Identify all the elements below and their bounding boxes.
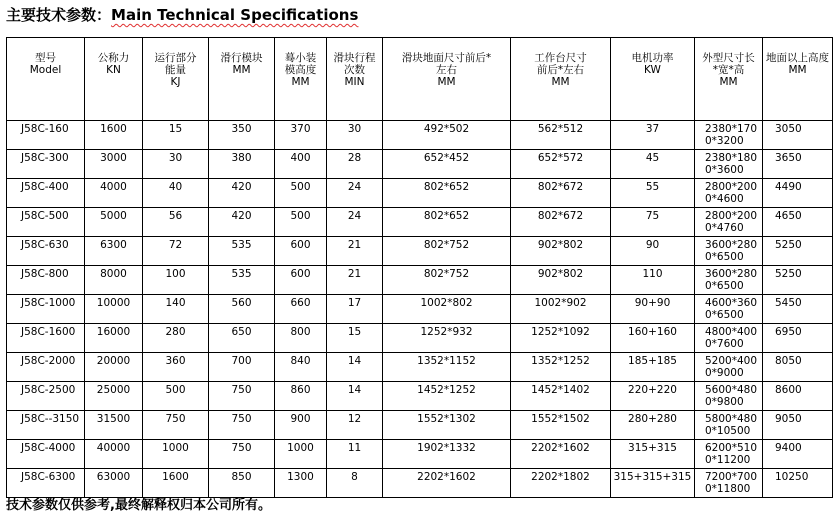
table-cell: 700: [209, 353, 275, 382]
table-cell: 280+280: [611, 411, 695, 440]
table-cell: J58C-2500: [7, 382, 85, 411]
column-header: [7, 38, 85, 121]
table-cell: J58C-2000: [7, 353, 85, 382]
table-cell: 315+315+315: [611, 469, 695, 498]
table-cell: 1300: [275, 469, 327, 498]
column-header-line: 滑行模块: [220, 52, 263, 64]
column-header-line: KW: [644, 64, 661, 76]
table-row: [7, 440, 833, 469]
column-header-line: 左右: [436, 64, 457, 76]
column-header: [511, 38, 611, 121]
column-header: [275, 38, 327, 121]
column-header: [327, 38, 383, 121]
table-cell: 75: [611, 208, 695, 237]
table-cell: 185+185: [611, 353, 695, 382]
table-cell: 535: [209, 266, 275, 295]
table-cell: 5800*4800*10500: [695, 411, 763, 440]
table-cell: 5000: [85, 208, 143, 237]
table-cell: 2800*2000*4600: [695, 179, 763, 208]
table-cell: 3650: [763, 150, 833, 179]
table-cell: 17: [327, 295, 383, 324]
table-cell: 4650: [763, 208, 833, 237]
table-cell: 1600: [143, 469, 209, 498]
table-cell: 7200*7000*11800: [695, 469, 763, 498]
table-cell: 4800*4000*7600: [695, 324, 763, 353]
table-cell: 5450: [763, 295, 833, 324]
table-cell: 31500: [85, 411, 143, 440]
table-cell: J58C-400: [7, 179, 85, 208]
table-cell: 1552*1302: [383, 411, 511, 440]
column-header-line: 外型尺寸长: [702, 52, 755, 64]
table-cell: J58C-630: [7, 237, 85, 266]
table-cell: 500: [275, 179, 327, 208]
table-cell: 750: [209, 382, 275, 411]
table-cell: 860: [275, 382, 327, 411]
table-cell: 14: [327, 382, 383, 411]
table-cell: 360: [143, 353, 209, 382]
table-cell: J58C-4000: [7, 440, 85, 469]
table-cell: 400: [275, 150, 327, 179]
table-cell: 2380*1800*3600: [695, 150, 763, 179]
table-cell: 1252*932: [383, 324, 511, 353]
table-cell: 1000: [275, 440, 327, 469]
table-cell: 40: [143, 179, 209, 208]
table-cell: 10000: [85, 295, 143, 324]
table-cell: 40000: [85, 440, 143, 469]
column-header-line: 型号: [35, 52, 56, 64]
table-cell: 9050: [763, 411, 833, 440]
table-cell: 2202*1602: [383, 469, 511, 498]
column-header-line: KJ: [170, 76, 181, 88]
column-header-line: 工作台尺寸: [534, 52, 587, 64]
column-header: [763, 38, 833, 121]
table-cell: 370: [275, 121, 327, 150]
page-title: [6, 4, 358, 25]
table-cell: 3000: [85, 150, 143, 179]
table-cell: 750: [143, 411, 209, 440]
disclaimer-note: 技术参数仅供参考,最终解释权归本公司所有。: [6, 498, 271, 513]
table-cell: 21: [327, 266, 383, 295]
table-cell: 2380*1700*3200: [695, 121, 763, 150]
table-row: [7, 208, 833, 237]
table-cell: 1452*1402: [511, 382, 611, 411]
table-cell: 800: [275, 324, 327, 353]
column-header: [611, 38, 695, 121]
table-cell: 12: [327, 411, 383, 440]
table-cell: 802*672: [511, 208, 611, 237]
table-cell: 37: [611, 121, 695, 150]
table-cell: 1352*1152: [383, 353, 511, 382]
column-header-line: 运行部分: [154, 52, 197, 64]
table-cell: 9400: [763, 440, 833, 469]
table-cell: 1902*1332: [383, 440, 511, 469]
table-cell: 1002*902: [511, 295, 611, 324]
table-cell: 56: [143, 208, 209, 237]
table-row: [7, 150, 833, 179]
table-cell: 750: [209, 411, 275, 440]
column-header-line: 前后*左右: [536, 64, 585, 76]
table-cell: 20000: [85, 353, 143, 382]
table-row: [7, 237, 833, 266]
table-row: [7, 382, 833, 411]
table-cell: 8: [327, 469, 383, 498]
column-header-line: *宽*高: [712, 64, 745, 76]
table-cell: 562*512: [511, 121, 611, 150]
table-cell: 900: [275, 411, 327, 440]
table-cell: 16000: [85, 324, 143, 353]
column-header: [209, 38, 275, 121]
table-cell: 1600: [85, 121, 143, 150]
table-cell: 380: [209, 150, 275, 179]
table-cell: 492*502: [383, 121, 511, 150]
column-header-line: MM: [719, 76, 738, 88]
table-cell: 500: [275, 208, 327, 237]
table-cell: 3600*2800*6500: [695, 237, 763, 266]
table-cell: 650: [209, 324, 275, 353]
table-cell: 2202*1802: [511, 469, 611, 498]
table-cell: 750: [209, 440, 275, 469]
table-cell: 1002*802: [383, 295, 511, 324]
table-cell: 110: [611, 266, 695, 295]
table-cell: 500: [143, 382, 209, 411]
table-cell: J58C-1600: [7, 324, 85, 353]
table-header-row: [7, 38, 833, 121]
table-cell: 45: [611, 150, 695, 179]
column-header-line: 蓦小装: [284, 52, 317, 64]
column-header-line: MM: [437, 76, 456, 88]
table-cell: 72: [143, 237, 209, 266]
table-cell: 4000: [85, 179, 143, 208]
table-cell: 6200*5100*11200: [695, 440, 763, 469]
table-cell: 802*652: [383, 179, 511, 208]
table-cell: 600: [275, 237, 327, 266]
table-row: [7, 179, 833, 208]
table-cell: 1000: [143, 440, 209, 469]
table-cell: 100: [143, 266, 209, 295]
column-header-line: 能量: [165, 64, 186, 76]
column-header-line: 电机功率: [631, 52, 674, 64]
table-cell: 140: [143, 295, 209, 324]
table-cell: 902*802: [511, 266, 611, 295]
table-cell: 6300: [85, 237, 143, 266]
table-cell: 220+220: [611, 382, 695, 411]
table-cell: 420: [209, 179, 275, 208]
table-cell: J58C-500: [7, 208, 85, 237]
table-body: [7, 121, 833, 498]
table-cell: 8050: [763, 353, 833, 382]
table-row: [7, 353, 833, 382]
table-cell: J58C-800: [7, 266, 85, 295]
table-cell: 25000: [85, 382, 143, 411]
table-cell: 4490: [763, 179, 833, 208]
table-row: [7, 411, 833, 440]
table-cell: 3050: [763, 121, 833, 150]
table-cell: 30: [327, 121, 383, 150]
table-cell: 30: [143, 150, 209, 179]
table-cell: J58C--3150: [7, 411, 85, 440]
table-cell: J58C-160: [7, 121, 85, 150]
table-cell: 160+160: [611, 324, 695, 353]
table-row: [7, 324, 833, 353]
table-cell: 802*672: [511, 179, 611, 208]
table-cell: 600: [275, 266, 327, 295]
table-cell: 15: [327, 324, 383, 353]
table-cell: 63000: [85, 469, 143, 498]
table-cell: J58C-300: [7, 150, 85, 179]
table-cell: 5250: [763, 237, 833, 266]
column-header-line: Model: [29, 64, 62, 76]
table-cell: 55: [611, 179, 695, 208]
spec-table: [6, 37, 833, 498]
column-header-line: KN: [106, 64, 121, 76]
table-cell: 24: [327, 179, 383, 208]
table-cell: 560: [209, 295, 275, 324]
table-cell: 8600: [763, 382, 833, 411]
table-cell: 420: [209, 208, 275, 237]
table-cell: 280: [143, 324, 209, 353]
table-cell: 15: [143, 121, 209, 150]
table-cell: 90: [611, 237, 695, 266]
table-cell: 315+315: [611, 440, 695, 469]
column-header: [143, 38, 209, 121]
page-title-en: Main Technical Specifications: [111, 6, 359, 24]
column-header-line: 地面以上高度: [766, 52, 829, 64]
table-row: [7, 295, 833, 324]
table-cell: 2800*2000*4760: [695, 208, 763, 237]
table-row: [7, 121, 833, 150]
table-cell: 1452*1252: [383, 382, 511, 411]
column-header-line: MM: [788, 64, 807, 76]
table-cell: 90+90: [611, 295, 695, 324]
table-cell: J58C-1000: [7, 295, 85, 324]
table-cell: 802*652: [383, 208, 511, 237]
column-header-line: 公称力: [97, 52, 130, 64]
column-header-line: 次数: [344, 64, 365, 76]
column-header: [85, 38, 143, 121]
column-header-line: 滑块地面尺寸前后*: [401, 52, 492, 64]
table-cell: 24: [327, 208, 383, 237]
column-header: [383, 38, 511, 121]
table-cell: 11: [327, 440, 383, 469]
table-cell: 2202*1602: [511, 440, 611, 469]
table-cell: 1352*1252: [511, 353, 611, 382]
table-cell: 350: [209, 121, 275, 150]
column-header-line: 模高度: [284, 64, 317, 76]
table-cell: J58C-6300: [7, 469, 85, 498]
table-cell: 28: [327, 150, 383, 179]
column-header-line: 滑块行程: [333, 52, 376, 64]
table-cell: 840: [275, 353, 327, 382]
column-header-line: MIN: [344, 76, 365, 88]
table-cell: 14: [327, 353, 383, 382]
column-header-line: MM: [232, 64, 251, 76]
column-header: [695, 38, 763, 121]
table-cell: 652*452: [383, 150, 511, 179]
table-cell: 902*802: [511, 237, 611, 266]
table-cell: 1252*1092: [511, 324, 611, 353]
table-cell: 10250: [763, 469, 833, 498]
table-cell: 535: [209, 237, 275, 266]
table-cell: 8000: [85, 266, 143, 295]
table-cell: 21: [327, 237, 383, 266]
table-cell: 652*572: [511, 150, 611, 179]
table-cell: 4600*3600*6500: [695, 295, 763, 324]
table-cell: 850: [209, 469, 275, 498]
page-title-cn: 主要技术参数：: [6, 6, 112, 24]
table-cell: 3600*2800*6500: [695, 266, 763, 295]
table-cell: 6950: [763, 324, 833, 353]
table-cell: 5600*4800*9800: [695, 382, 763, 411]
column-header-line: MM: [291, 76, 310, 88]
table-cell: 802*752: [383, 266, 511, 295]
table-row: [7, 266, 833, 295]
table-cell: 660: [275, 295, 327, 324]
table-cell: 5200*4000*9000: [695, 353, 763, 382]
column-header-line: MM: [551, 76, 570, 88]
table-cell: 1552*1502: [511, 411, 611, 440]
table-cell: 5250: [763, 266, 833, 295]
table-cell: 802*752: [383, 237, 511, 266]
